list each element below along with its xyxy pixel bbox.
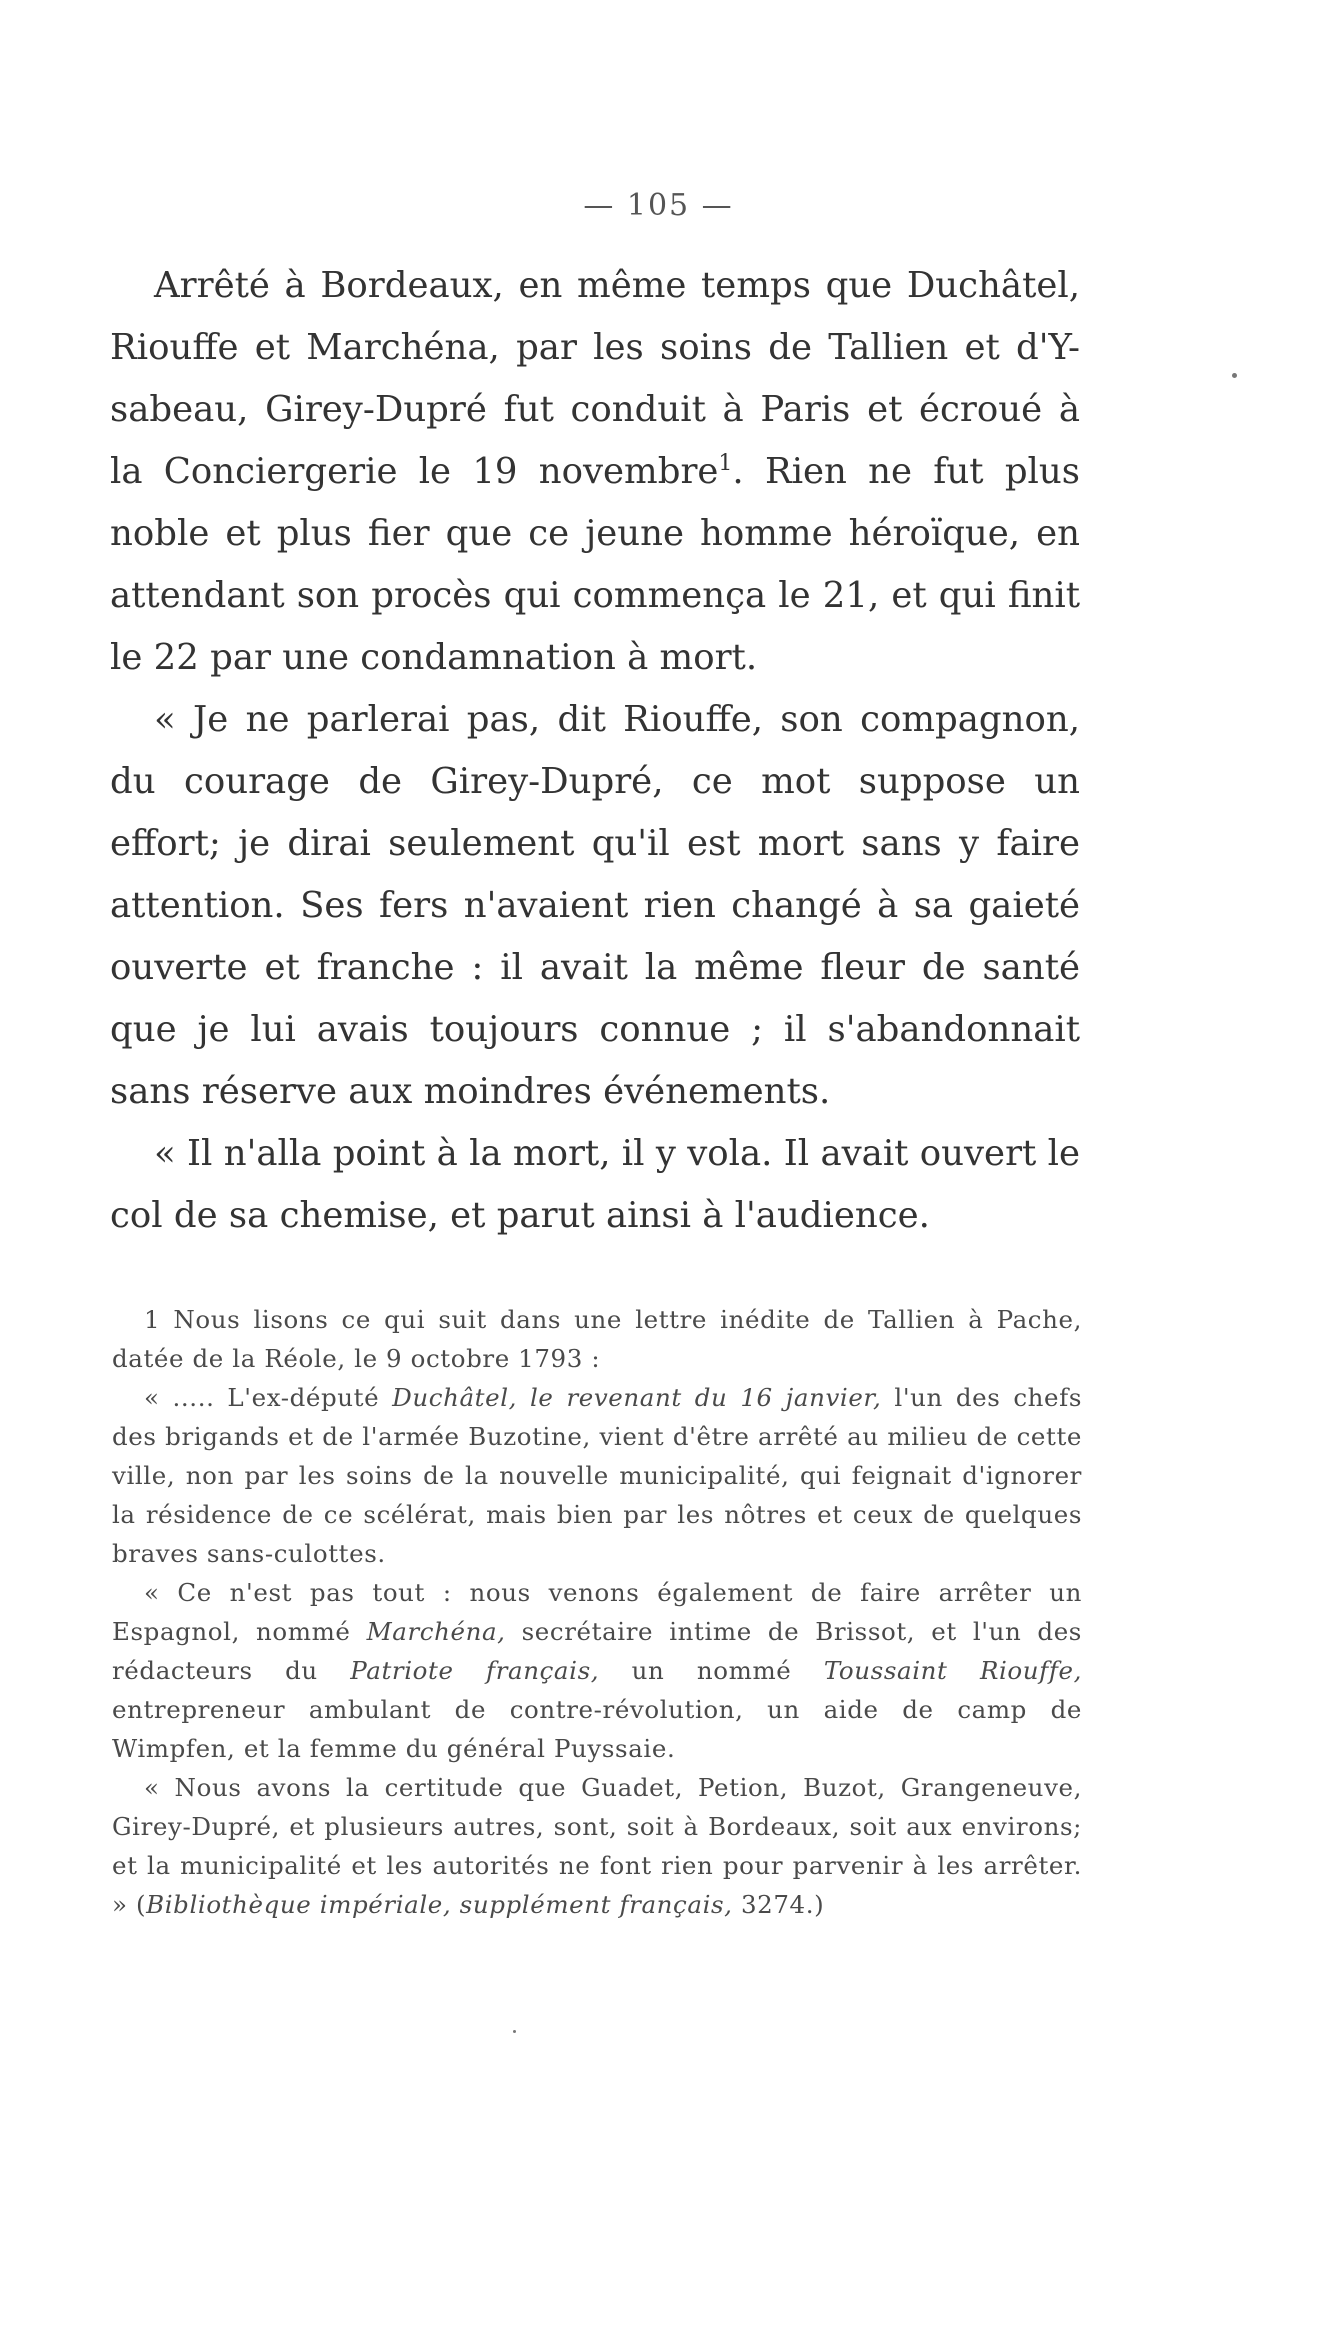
paragraph-1 bbox=[110, 255, 1080, 689]
footnotes bbox=[112, 1300, 1082, 1924]
footnote-quote-1-italic: Duchâtel, le revenant du 16 janvier, bbox=[392, 1383, 882, 1412]
speck-mark bbox=[1232, 373, 1237, 378]
speck-mark bbox=[513, 2030, 516, 2033]
footnote-1: 1 Nous lisons ce qui suit dans une lettre inédite de Tallien à Pache, datée de la Réole, le 9 octobre 1793 : bbox=[112, 1305, 1082, 1373]
footnote-quote-1-text-a: « ..... L'ex-député bbox=[144, 1383, 393, 1412]
footnote-quote-2-text-a: « Ce n'est pas tout : nous venons également de faire arrêter un Espagnol, nommé bbox=[112, 1578, 1082, 1646]
footnote-quote-2-italic-2: Patriote français, bbox=[350, 1656, 600, 1685]
footnote-quote-2-text-d: entrepreneur ambulant de contre-révolution, un aide de camp de Wimpfen, et la femme du général Puyssaie. bbox=[112, 1695, 1082, 1763]
footnote-quote-2-text-c: un nommé bbox=[599, 1656, 824, 1685]
footnote-quote-2-italic-1: Marchéna, bbox=[366, 1617, 506, 1646]
footnote-quote-3-text-b: 3274.) bbox=[732, 1890, 825, 1919]
footnote-quote-2-italic-3: Toussaint Riouffe, bbox=[823, 1656, 1082, 1685]
footnote-quote-3-italic: Bibliothèque impériale, supplément français, bbox=[146, 1890, 733, 1919]
footnote-quote-3-text-a: « Nous avons la certitude que Guadet, Petion, Buzot, Grangeneuve, Girey-Dupré, et plusieurs autres, sont, soit à Bordeaux, soit aux environs; et la municipalité et les autorités ne font rien pour parvenir à les arrêter. » ( bbox=[112, 1773, 1082, 1919]
paragraph-3: « Il n'alla point à la mort, il y vola. Il avait ouvert le col de sa chemise, et parut ainsi à l'audience. bbox=[110, 1133, 1080, 1236]
footnote-quote-1 bbox=[112, 1378, 1082, 1573]
paragraph-2: « Je ne parlerai pas, dit Riouffe, son compagnon, du courage de Girey-Dupré, ce mot suppose un effort; je dirai seulement qu'il est mort sans y faire attention. Ses fers n'avaient rien changé à sa gaieté ouverte et franche : il avait la même fleur de santé que je lui avais toujours connue ; il s'abandonnait sans réserve aux moindres événements. bbox=[110, 699, 1080, 1112]
main-text bbox=[110, 255, 1080, 1247]
paragraph-1-text-a: Arrêté à Bordeaux, en même temps que Duchâtel, Riouffe et Marchéna, par les soins de Tallien et d'Y-sabeau, Girey-Dupré fut conduit à Paris et écroué à la Conciergerie le 19 novembre bbox=[110, 265, 1080, 492]
footnote-quote-2-text-b: secrétaire intime de Brissot, et l'un des rédacteurs du bbox=[112, 1617, 1082, 1685]
footnote-quote-3 bbox=[112, 1768, 1082, 1924]
footnote-quote-2 bbox=[112, 1573, 1082, 1768]
footnote-reference: 1 bbox=[718, 451, 733, 477]
page-number: — 105 — bbox=[583, 188, 734, 223]
footnote-quote-1-text-b: l'un des chefs des brigands et de l'armée Buzotine, vient d'être arrêté au milieu de cette ville, non par les soins de la nouvelle municipalité, qui feignait d'ignorer la résidence de ce scélérat, mais bien par les nôtres et ceux de quelques braves sans-culottes. bbox=[112, 1383, 1082, 1568]
paragraph-1-text-b: . Rien ne fut plus noble et plus fier que ce jeune homme héroïque, en attendant son procès qui commença le 21, et qui finit le 22 par une condamnation à mort. bbox=[110, 451, 1080, 678]
